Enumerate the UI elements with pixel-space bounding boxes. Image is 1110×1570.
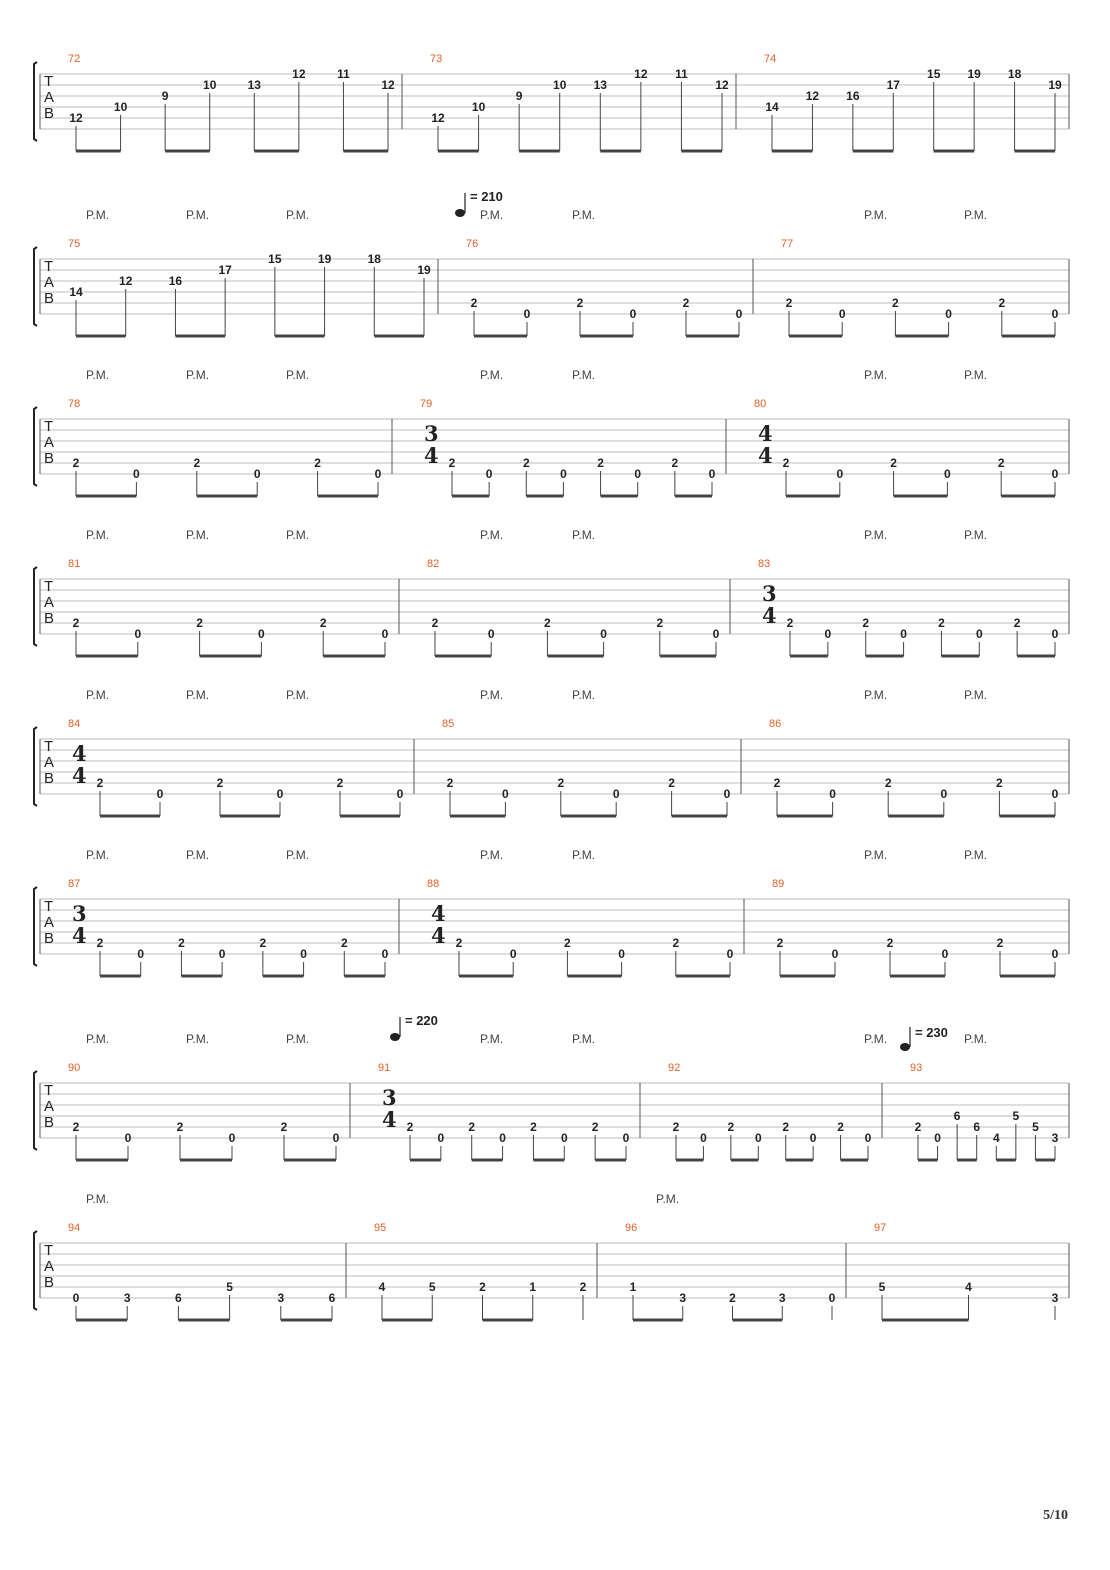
system-bracket [34, 727, 37, 806]
fret-number: 0 [634, 467, 642, 481]
fret-number: 2 [579, 1280, 587, 1294]
fret-number: 2 [996, 776, 1003, 790]
system-bracket [34, 887, 37, 966]
tab-letter: T [44, 738, 54, 755]
fret-number: 0 [1051, 467, 1059, 481]
time-signature-top: 3 [72, 901, 87, 926]
fret-number: 5 [878, 1280, 886, 1294]
time-signature-bottom: 4 [72, 763, 87, 788]
fret-number: 2 [178, 936, 185, 950]
fret-number: 0 [618, 947, 625, 961]
tab-letter: T [44, 258, 54, 275]
tab-letter: B [44, 1274, 55, 1291]
time-signature-bottom: 4 [431, 923, 446, 948]
time-signature-bottom: 4 [382, 1107, 397, 1132]
fret-number: 2 [259, 936, 267, 950]
palm-mute-label: P.M. [286, 528, 310, 542]
palm-mute-label: P.M. [86, 1032, 110, 1046]
fret-number: 2 [776, 936, 784, 950]
measure-number: 73 [430, 53, 443, 65]
fret-number: 2 [72, 616, 80, 630]
fret-number: 2 [671, 456, 679, 470]
fret-number: 0 [726, 947, 734, 961]
measure-number: 87 [68, 878, 81, 890]
fret-number: 2 [72, 456, 80, 470]
palm-mute-label: P.M. [86, 528, 110, 542]
fret-number: 2 [448, 456, 456, 470]
palm-mute-label: P.M. [480, 848, 504, 862]
fret-number: 2 [319, 616, 327, 630]
tab-letter: T [44, 1242, 54, 1259]
fret-number: 2 [996, 936, 1004, 950]
fret-number: 2 [862, 616, 870, 630]
measure-number: 82 [427, 558, 440, 570]
fret-number: 10 [203, 78, 217, 92]
tab-letter: T [44, 73, 54, 90]
fret-number: 0 [838, 307, 846, 321]
system-bracket [34, 247, 37, 326]
fret-number: 2 [479, 1280, 486, 1294]
palm-mute-label: P.M. [480, 1032, 504, 1046]
fret-number: 2 [782, 456, 790, 470]
fret-number: 2 [837, 1120, 844, 1134]
measure-number: 77 [781, 238, 794, 250]
quarter-note-icon [390, 1033, 400, 1041]
fret-number: 3 [1051, 1291, 1059, 1305]
fret-number: 12 [805, 89, 820, 103]
palm-mute-label: P.M. [286, 688, 310, 702]
fret-number: 2 [785, 296, 793, 310]
time-signature-top: 3 [762, 581, 777, 606]
fret-number: 0 [829, 787, 836, 801]
measure-number: 84 [68, 718, 81, 730]
measure-number: 75 [68, 238, 81, 250]
time-signature-top: 3 [382, 1085, 397, 1110]
tab-letter: A [44, 914, 55, 931]
fret-number: 0 [156, 787, 164, 801]
fret-number: 12 [431, 111, 445, 125]
fret-number: 0 [864, 1131, 872, 1145]
fret-number: 0 [72, 1291, 80, 1305]
tab-letter: A [44, 434, 55, 451]
fret-number: 2 [557, 776, 565, 790]
fret-number: 2 [773, 776, 781, 790]
palm-mute-label: P.M. [186, 688, 210, 702]
fret-number: 15 [268, 252, 282, 266]
system-bracket [34, 1231, 37, 1310]
fret-number: 5 [1032, 1120, 1039, 1134]
palm-mute-label: P.M. [964, 688, 988, 702]
fret-number: 0 [809, 1131, 817, 1145]
fret-number: 6 [328, 1291, 336, 1305]
measure-number: 90 [68, 1062, 81, 1074]
palm-mute-label: P.M. [572, 688, 596, 702]
palm-mute-label: P.M. [572, 528, 596, 542]
fret-number: 17 [886, 78, 900, 92]
fret-number: 0 [612, 787, 620, 801]
fret-number: 0 [1051, 787, 1059, 801]
fret-number: 16 [168, 274, 183, 288]
quarter-note-icon [900, 1043, 910, 1051]
measure-number: 72 [68, 53, 81, 65]
fret-number: 0 [124, 1131, 132, 1145]
fret-number: 2 [729, 1291, 736, 1305]
fret-number: 2 [193, 456, 201, 470]
fret-number: 0 [374, 467, 382, 481]
fret-number: 1 [529, 1280, 537, 1294]
palm-mute-label: P.M. [572, 1032, 596, 1046]
palm-mute-label: P.M. [186, 1032, 210, 1046]
page-number: 5/10 [1043, 1508, 1068, 1523]
fret-number: 3 [778, 1291, 786, 1305]
palm-mute-label: P.M. [964, 848, 988, 862]
palm-mute-label: P.M. [286, 848, 310, 862]
fret-number: 0 [332, 1131, 340, 1145]
fret-number: 0 [134, 627, 142, 641]
fret-number: 2 [96, 776, 104, 790]
fret-number: 0 [754, 1131, 762, 1145]
tempo-marking: = 230 [915, 1025, 948, 1040]
palm-mute-label: P.M. [964, 528, 988, 542]
fret-number: 2 [997, 456, 1005, 470]
measure-number: 94 [68, 1222, 81, 1234]
palm-mute-label: P.M. [964, 368, 988, 382]
fret-number: 3 [1051, 1131, 1059, 1145]
fret-number: 18 [367, 252, 381, 266]
measure-number: 80 [754, 398, 767, 410]
fret-number: 2 [336, 776, 344, 790]
fret-number: 11 [337, 67, 350, 81]
fret-number: 14 [69, 285, 83, 299]
system-bracket [34, 407, 37, 486]
palm-mute-label: P.M. [86, 208, 110, 222]
fret-number: 0 [1051, 627, 1059, 641]
tab-letter: A [44, 594, 55, 611]
fret-number: 4 [992, 1131, 1000, 1145]
fret-number: 6 [953, 1109, 961, 1123]
fret-number: 2 [196, 616, 203, 630]
fret-number: 0 [622, 1131, 630, 1145]
tab-letter: A [44, 89, 55, 106]
fret-number: 10 [471, 100, 486, 114]
tab-letter: B [44, 930, 55, 947]
fret-number: 0 [437, 1131, 445, 1145]
fret-number: 17 [218, 263, 232, 277]
fret-number: 0 [940, 787, 948, 801]
fret-number: 2 [914, 1120, 922, 1134]
palm-mute-label: P.M. [964, 1032, 988, 1046]
fret-number: 2 [455, 936, 463, 950]
fret-number: 11 [675, 67, 688, 81]
fret-number: 2 [727, 1120, 735, 1134]
palm-mute-label: P.M. [86, 1192, 110, 1206]
fret-number: 10 [113, 100, 128, 114]
fret-number: 12 [715, 78, 729, 92]
system-bracket [34, 567, 37, 646]
measure-number: 89 [772, 878, 785, 890]
fret-number: 0 [560, 467, 567, 481]
fret-number: 0 [1051, 947, 1059, 961]
palm-mute-label: P.M. [86, 848, 110, 862]
measure-number: 88 [427, 878, 440, 890]
fret-number: 2 [446, 776, 454, 790]
palm-mute-label: P.M. [286, 208, 310, 222]
fret-number: 0 [708, 467, 716, 481]
tab-letter: T [44, 1082, 54, 1099]
palm-mute-label: P.M. [480, 368, 504, 382]
fret-number: 9 [161, 89, 169, 103]
palm-mute-label: P.M. [656, 1192, 680, 1206]
palm-mute-label: P.M. [572, 208, 596, 222]
tab-letter: B [44, 770, 55, 787]
measure-number: 79 [420, 398, 433, 410]
fret-number: 0 [487, 627, 495, 641]
fret-number: 12 [69, 111, 83, 125]
fret-number: 3 [123, 1291, 131, 1305]
fret-number: 0 [824, 627, 832, 641]
fret-number: 2 [544, 616, 551, 630]
fret-number: 12 [119, 274, 133, 288]
fret-number: 0 [836, 467, 844, 481]
fret-number: 2 [682, 296, 690, 310]
tab-letter: B [44, 105, 55, 122]
measure-number: 81 [68, 558, 81, 570]
fret-number: 19 [417, 263, 431, 277]
fret-number: 2 [522, 456, 530, 470]
palm-mute-label: P.M. [86, 688, 110, 702]
palm-mute-label: P.M. [864, 1032, 888, 1046]
measure-number: 92 [668, 1062, 681, 1074]
fret-number: 2 [314, 456, 321, 470]
tab-letter: A [44, 754, 55, 771]
fret-number: 2 [530, 1120, 537, 1134]
fret-number: 2 [597, 456, 604, 470]
fret-number: 0 [600, 627, 607, 641]
time-signature-bottom: 4 [424, 443, 439, 468]
fret-number: 2 [72, 1120, 80, 1134]
tab-letter: A [44, 1258, 55, 1275]
palm-mute-label: P.M. [480, 528, 504, 542]
time-signature-top: 4 [72, 741, 87, 766]
tab-letter: T [44, 898, 54, 915]
fret-number: 6 [973, 1120, 981, 1134]
measure-number: 91 [378, 1062, 391, 1074]
fret-number: 5 [1012, 1109, 1020, 1123]
fret-number: 2 [96, 936, 104, 950]
fret-number: 19 [317, 252, 332, 266]
tab-letter: B [44, 450, 55, 467]
fret-number: 9 [515, 89, 523, 103]
measure-number: 78 [68, 398, 81, 410]
palm-mute-label: P.M. [572, 368, 596, 382]
fret-number: 2 [656, 616, 664, 630]
fret-number: 10 [553, 78, 567, 92]
fret-number: 2 [938, 616, 945, 630]
palm-mute-label: P.M. [864, 368, 888, 382]
fret-number: 0 [485, 467, 493, 481]
fret-number: 16 [846, 89, 860, 103]
fret-number: 0 [735, 307, 743, 321]
fret-number: 2 [892, 296, 899, 310]
system-bracket [34, 62, 37, 141]
fret-number: 2 [216, 776, 224, 790]
fret-number: 5 [428, 1280, 436, 1294]
palm-mute-label: P.M. [186, 848, 210, 862]
fret-number: 0 [934, 1131, 941, 1145]
palm-mute-label: P.M. [864, 688, 888, 702]
tab-letter: T [44, 578, 54, 595]
tempo-marking: = 210 [470, 189, 503, 204]
fret-number: 0 [945, 307, 952, 321]
fret-number: 0 [300, 947, 307, 961]
measure-number: 97 [874, 1222, 887, 1234]
palm-mute-label: P.M. [286, 1032, 310, 1046]
palm-mute-label: P.M. [186, 528, 210, 542]
fret-number: 2 [340, 936, 348, 950]
fret-number: 0 [137, 947, 145, 961]
fret-number: 2 [468, 1120, 476, 1134]
tempo-marking: = 220 [405, 1013, 438, 1028]
fret-number: 2 [176, 1120, 184, 1134]
fret-number: 18 [1007, 67, 1022, 81]
fret-number: 13 [247, 78, 261, 92]
palm-mute-label: P.M. [186, 368, 210, 382]
fret-number: 0 [900, 627, 907, 641]
fret-number: 2 [672, 1120, 680, 1134]
palm-mute-label: P.M. [864, 208, 888, 222]
palm-mute-label: P.M. [864, 528, 888, 542]
fret-number: 0 [499, 1131, 506, 1145]
fret-number: 0 [502, 787, 509, 801]
fret-number: 0 [712, 627, 720, 641]
fret-number: 12 [292, 67, 306, 81]
time-signature-top: 3 [424, 421, 439, 446]
fret-number: 0 [396, 787, 404, 801]
time-signature-bottom: 4 [762, 603, 777, 628]
palm-mute-label: P.M. [864, 848, 888, 862]
fret-number: 4 [965, 1280, 972, 1294]
tab-letter: T [44, 418, 54, 435]
tab-letter: A [44, 1098, 55, 1115]
fret-number: 0 [509, 947, 517, 961]
fret-number: 2 [431, 616, 439, 630]
fret-number: 2 [998, 296, 1006, 310]
fret-number: 15 [927, 67, 941, 81]
fret-number: 2 [280, 1120, 288, 1134]
palm-mute-label: P.M. [86, 368, 110, 382]
measure-number: 93 [910, 1062, 923, 1074]
fret-number: 2 [884, 776, 892, 790]
fret-number: 0 [975, 627, 983, 641]
measure-number: 85 [442, 718, 455, 730]
palm-mute-label: P.M. [964, 208, 988, 222]
system-bracket [34, 1071, 37, 1150]
fret-number: 2 [1013, 616, 1021, 630]
fret-number: 6 [175, 1291, 182, 1305]
fret-number: 4 [378, 1280, 386, 1294]
measure-number: 86 [769, 718, 782, 730]
fret-number: 0 [723, 787, 731, 801]
fret-number: 12 [381, 78, 395, 92]
fret-number: 0 [381, 627, 389, 641]
fret-number: 0 [1051, 307, 1059, 321]
fret-number: 2 [470, 296, 478, 310]
fret-number: 2 [886, 936, 894, 950]
measure-number: 96 [625, 1222, 638, 1234]
fret-number: 14 [765, 100, 779, 114]
fret-number: 12 [634, 67, 648, 81]
tab-letter: B [44, 290, 55, 307]
time-signature-bottom: 4 [758, 443, 773, 468]
fret-number: 0 [381, 947, 389, 961]
quarter-note-icon [455, 209, 465, 217]
fret-number: 2 [668, 776, 675, 790]
tab-letter: B [44, 1114, 55, 1131]
fret-number: 3 [277, 1291, 285, 1305]
fret-number: 0 [133, 467, 140, 481]
fret-number: 2 [786, 616, 794, 630]
time-signature-bottom: 4 [72, 923, 87, 948]
fret-number: 0 [629, 307, 637, 321]
fret-number: 0 [228, 1131, 236, 1145]
time-signature-top: 4 [758, 421, 773, 446]
fret-number: 0 [700, 1131, 707, 1145]
measure-number: 74 [764, 53, 777, 65]
fret-number: 0 [941, 947, 949, 961]
fret-number: 2 [890, 456, 897, 470]
fret-number: 0 [258, 627, 265, 641]
fret-number: 0 [828, 1291, 836, 1305]
fret-number: 13 [593, 78, 607, 92]
fret-number: 1 [629, 1280, 637, 1294]
fret-number: 3 [679, 1291, 687, 1305]
fret-number: 2 [576, 296, 584, 310]
fret-number: 0 [253, 467, 261, 481]
fret-number: 19 [1048, 78, 1062, 92]
fret-number: 2 [672, 936, 680, 950]
fret-number: 19 [967, 67, 981, 81]
palm-mute-label: P.M. [480, 688, 504, 702]
tab-letter: A [44, 274, 55, 291]
fret-number: 0 [560, 1131, 568, 1145]
palm-mute-label: P.M. [286, 368, 310, 382]
fret-number: 5 [226, 1280, 233, 1294]
fret-number: 0 [523, 307, 531, 321]
measure-number: 95 [374, 1222, 387, 1234]
time-signature-top: 4 [431, 901, 446, 926]
fret-number: 2 [406, 1120, 414, 1134]
measure-number: 76 [466, 238, 479, 250]
palm-mute-label: P.M. [572, 848, 596, 862]
fret-number: 0 [276, 787, 284, 801]
fret-number: 0 [218, 947, 226, 961]
fret-number: 2 [782, 1120, 790, 1134]
fret-number: 0 [831, 947, 839, 961]
palm-mute-label: P.M. [186, 208, 210, 222]
fret-number: 0 [944, 467, 951, 481]
tab-letter: B [44, 610, 55, 627]
fret-number: 2 [564, 936, 571, 950]
palm-mute-label: P.M. [480, 208, 504, 222]
fret-number: 2 [591, 1120, 599, 1134]
measure-number: 83 [758, 558, 771, 570]
